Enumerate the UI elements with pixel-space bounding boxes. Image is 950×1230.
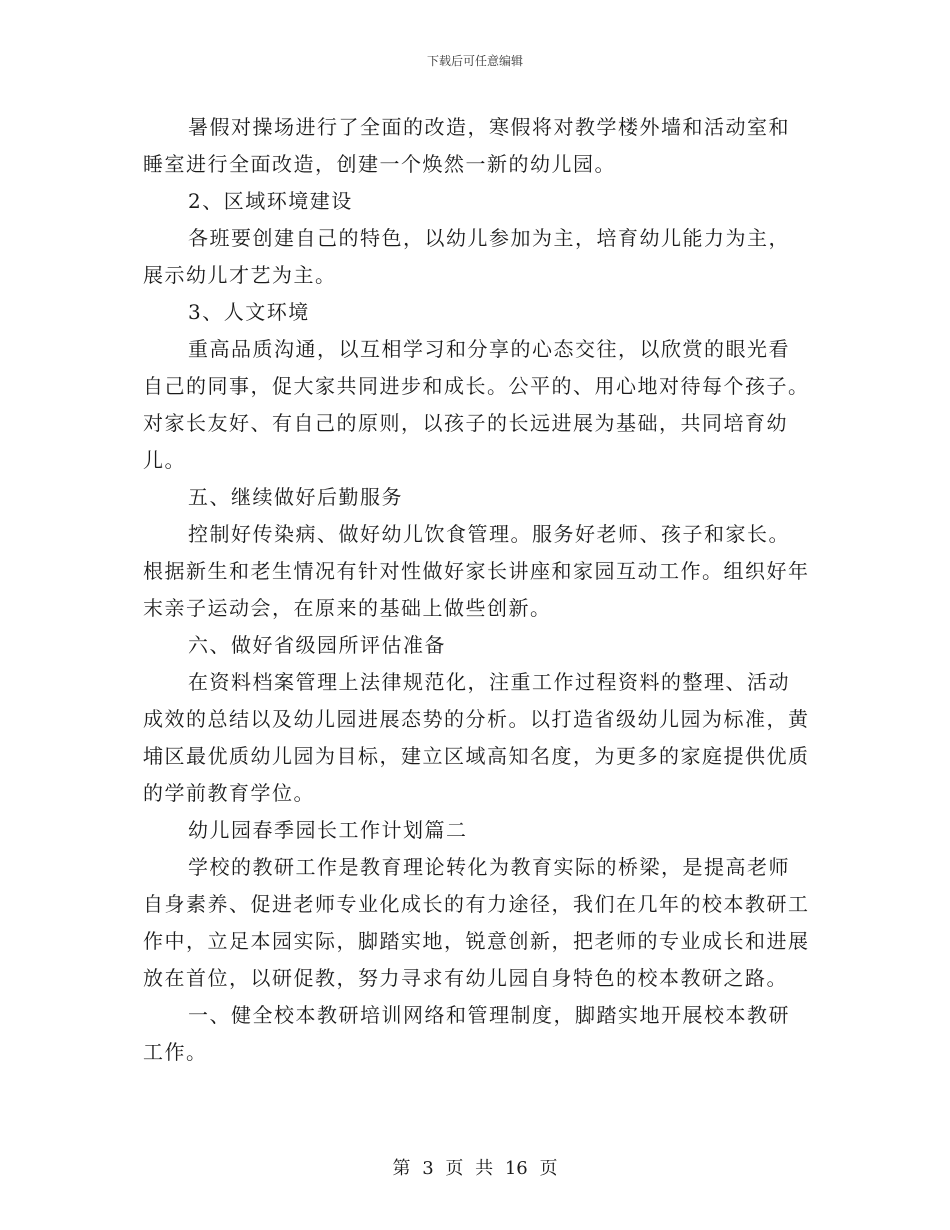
paragraph: 控制好传染病、做好幼儿饮食管理。服务好老师、孩子和家长。根据新生和老生情况有针对性做好家长讲座和家园互动工作。组织好年末亲子运动会，在原来的基础上做些创新。 (143, 522, 810, 620)
paragraph: 各班要创建自己的特色，以幼儿参加为主，培育幼儿能力为主，展示幼儿才艺为主。 (143, 226, 790, 287)
article-title: 幼儿园春季园长工作计划篇二 (188, 818, 468, 842)
paragraph: 在资料档案管理上法律规范化，注重工作过程资料的整理、活动成效的总结以及幼儿园进展态势的分析。以打造省级幼儿园为标准，黄埔区最优质幼儿园为目标，建立区域高知名度，为更多的家庭提供优质的学前教育学位。 (143, 670, 810, 805)
page-header: 下载后可任意编辑 (426, 54, 523, 68)
section-heading: 3、人文环境 (188, 300, 310, 324)
section-heading: 五、继续做好后勤服务 (188, 485, 403, 509)
page-number: 第 3 页 共 16 页 (392, 1158, 558, 1179)
paragraph: 学校的教研工作是教育理论转化为教育实际的桥梁，是提高老师自身素养、促进老师专业化成长的有力途径，我们在几年的校本教研工作中，立足本园实际，脚踏实地，锐意创新，把老师的专业成长和进展放在首位，以研促教，努力寻求有幼儿园自身特色的校本教研之路。 (143, 855, 810, 990)
section-heading: 一、健全校本教研培训网络和管理制度，脚踏实地开展校本教研工作。 (143, 1003, 790, 1064)
paragraph: 暑假对操场进行了全面的改造，寒假将对教学楼外墙和活动室和睡室进行全面改造，创建一个焕然一新的幼儿园。 (143, 115, 790, 176)
section-heading: 六、做好省级园所评估准备 (188, 633, 446, 657)
document-body (143, 109, 811, 1071)
section-heading: 2、区域环境建设 (188, 189, 353, 213)
paragraph: 重高品质沟通，以互相学习和分享的心态交往，以欣赏的眼光看自己的同事，促大家共同进步和成长。公平的、用心地对待每个孩子。对家长友好、有自己的原则，以孩子的长远进展为基础，共同培育幼儿。 (143, 337, 810, 472)
